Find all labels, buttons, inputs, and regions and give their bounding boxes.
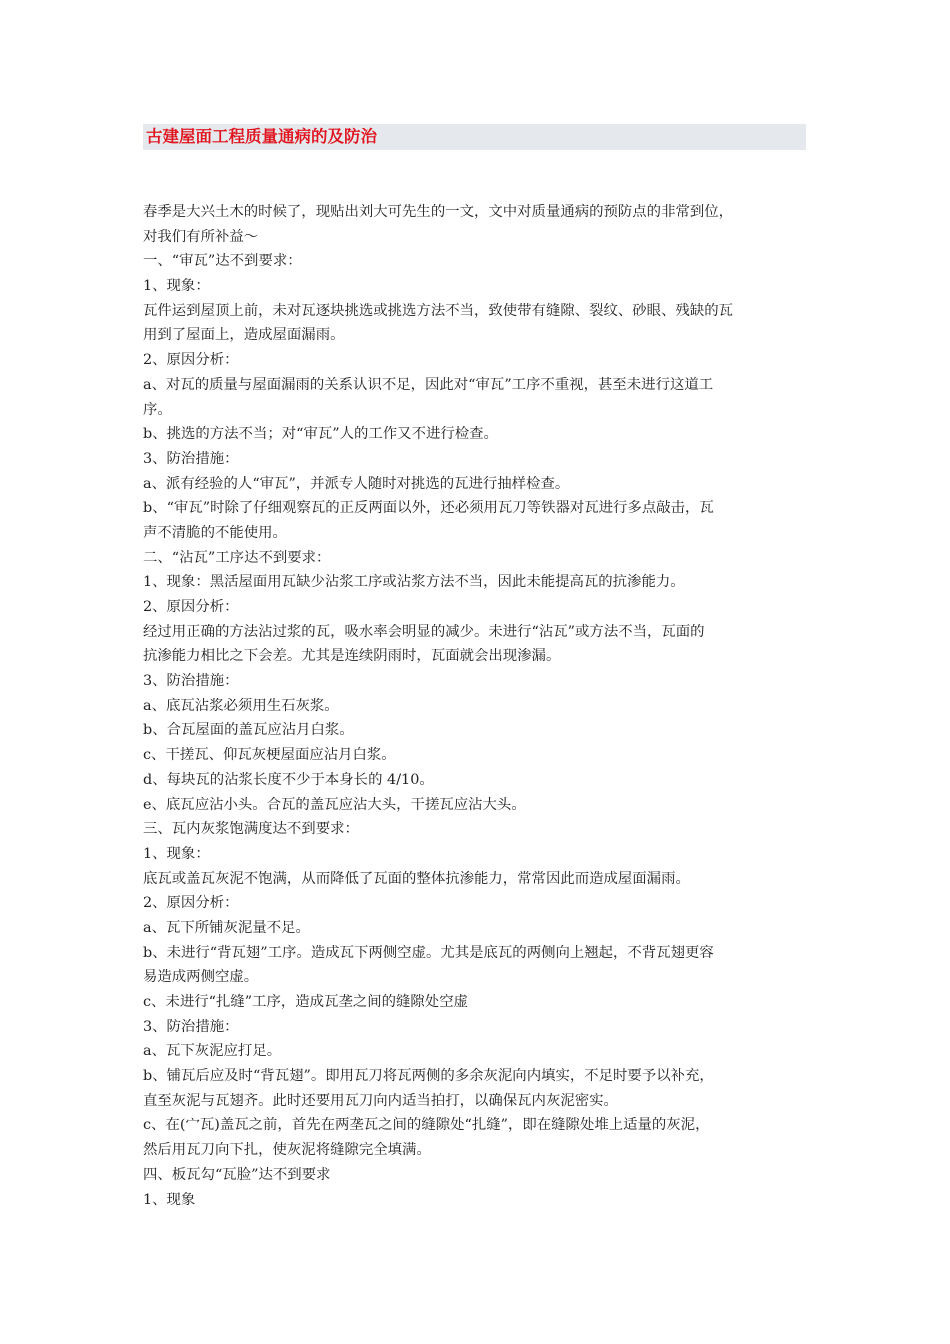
text-line: 瓦件运到屋顶上前，未对瓦逐块挑选或挑选方法不当，致使带有缝隙、裂纹、砂眼、残缺的瓦: [143, 302, 734, 319]
section-heading: 四、板瓦勾“瓦脸”达不到要求: [143, 1166, 331, 1183]
title-bar: [143, 124, 806, 150]
section-heading: 二、“沾瓦”工序达不到要求：: [143, 549, 331, 566]
text-line: 对我们有所补益～: [143, 228, 259, 245]
text-line: 2、原因分析：: [143, 599, 239, 615]
text-line: 直至灰泥与瓦翅齐。此时还要用瓦刀向内适当拍打，以确保瓦内灰泥密实。: [143, 1092, 618, 1109]
text-line: a、瓦下灰泥应打足。: [143, 1043, 282, 1060]
text-line: 3、防治措施：: [143, 673, 239, 690]
text-line: b、铺瓦后应及时“背瓦翅”。即用瓦刀将瓦两侧的多余灰泥向内填实，不足时要予以补充，: [143, 1068, 714, 1085]
text-line: 用到了屋面上，造成屋面漏雨。: [143, 327, 345, 344]
text-line: 抗渗能力相比之下会差。尤其是连续阴雨时，瓦面就会出现渗漏。: [143, 648, 561, 665]
text-line: 2、原因分析：: [143, 352, 239, 369]
text-line: c、在(宀瓦)盖瓦之前，首先在两垄瓦之间的缝隙处“扎缝”，即在缝隙处堆上适量的灰泥，: [143, 1117, 710, 1134]
text-line: c、干搓瓦、仰瓦灰梗屋面应沾月白浆。: [143, 747, 396, 764]
text-line: 易造成两侧空虚。: [143, 969, 259, 986]
text-line: b、挑选的方法不当；对“审瓦”人的工作又不进行检查。: [143, 426, 498, 443]
text-line: 1、现象：黑活屋面用瓦缺少沾浆工序或沾浆方法不当，因此未能提高瓦的抗渗能力。: [143, 574, 685, 591]
text-line: 序。: [143, 401, 172, 418]
text-line: 声不清脆的不能使用。: [143, 524, 287, 541]
text-line: d、每块瓦的沾浆长度不少于本身长的 4/10。: [143, 771, 434, 788]
text-line: 3、防治措施：: [143, 1018, 239, 1035]
text-line: 1、现象：: [143, 278, 210, 295]
text-line: b、未进行“背瓦翅”工序。造成瓦下两侧空虚。尤其是底瓦的两侧向上翘起，不背瓦翅更容: [143, 944, 714, 961]
text-line: 2、原因分析：: [143, 895, 239, 912]
text-line: 经过用正确的方法沾过浆的瓦，吸水率会明显的减少。未进行“沾瓦”或方法不当，瓦面的: [143, 623, 705, 640]
page-title: 古建屋面工程质量通病的及防治: [146, 127, 377, 146]
text-line: c、未进行“扎缝”工序，造成瓦垄之间的缝隙处空虚: [143, 994, 468, 1010]
text-line: 然后用瓦刀向下扎，使灰泥将缝隙完全填满。: [143, 1142, 431, 1159]
text-line: a、派有经验的人“审瓦”，并派专人随时对挑选的瓦进行抽样检查。: [143, 475, 570, 492]
section-heading: 三、瓦内灰浆饱满度达不到要求：: [143, 821, 359, 838]
text-line: 春季是大兴土木的时候了，现贴出刘大可先生的一文，文中对质量通病的预防点的非常到位，: [143, 204, 734, 220]
text-line: a、瓦下所铺灰泥量不足。: [143, 919, 310, 936]
text-line: b、合瓦屋面的盖瓦应沾月白浆。: [143, 722, 354, 739]
article-body: [143, 200, 815, 1212]
text-line: e、底瓦应沾小头。合瓦的盖瓦应沾大头，干搓瓦应沾大头。: [143, 796, 526, 813]
text-line: b、“审瓦”时除了仔细观察瓦的正反两面以外，还必须用瓦刀等铁器对瓦进行多点敲击，瓦: [143, 500, 714, 517]
text-line: a、对瓦的质量与屋面漏雨的关系认识不足，因此对“审瓦”工序不重视，甚至未进行这道工: [143, 376, 714, 393]
text-line: 1、现象: [143, 1191, 196, 1208]
text-line: 1、现象：: [143, 845, 210, 862]
text-line: a、底瓦沾浆必须用生石灰浆。: [143, 697, 339, 714]
text-line: 3、防治措施：: [143, 450, 239, 467]
section-heading: 一、“审瓦”达不到要求：: [143, 253, 302, 270]
text-line: 底瓦或盖瓦灰泥不饱满，从而降低了瓦面的整体抗渗能力，常常因此而造成屋面漏雨。: [143, 870, 690, 887]
